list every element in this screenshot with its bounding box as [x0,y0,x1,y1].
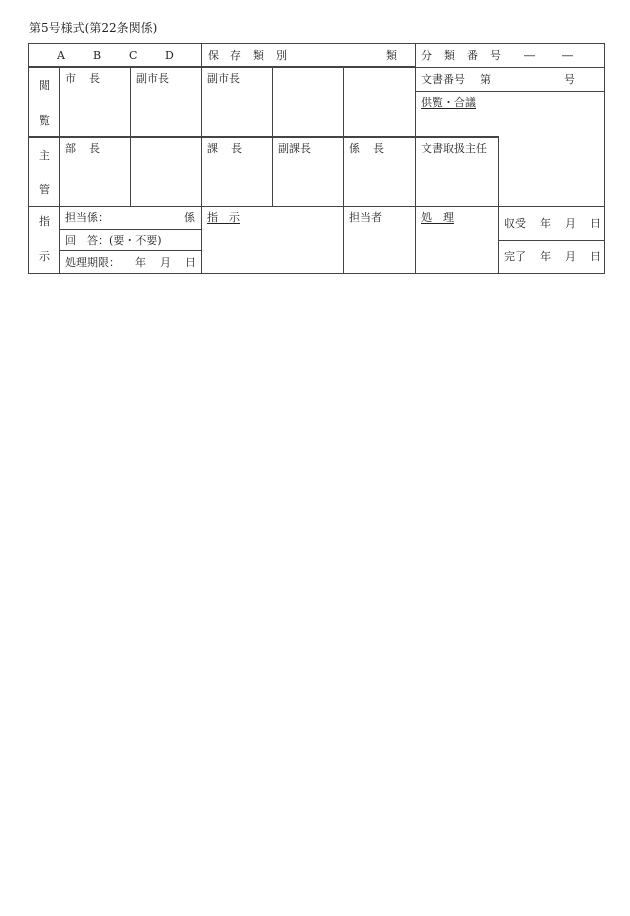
storage-label-1: 保 [208,49,219,62]
completed-day: 日 [590,250,601,263]
rule-instr-2 [59,250,201,251]
vline-e [415,43,416,274]
completed-month: 月 [565,250,576,263]
rule-header [28,66,415,68]
deputy-mayor-2: 副市長 [207,72,240,85]
class-dash-1: ― [524,49,535,62]
doc-number-label: 文書番号 [421,73,465,86]
deputy-mayor-1: 副市長 [136,72,169,85]
vline-a [130,66,131,206]
person-in-charge-suffix: 係 [184,211,195,224]
vline-left-labels [59,66,60,274]
reply-label: 回 答：(要・不要) [65,234,162,247]
received-label: 収受 [504,217,526,230]
completed-year: 年 [540,250,551,263]
instruction-label-1: 指 [39,215,50,228]
rule-view-bottom [28,136,498,138]
deadline-day: 日 [185,256,196,269]
mayor-label-1: 市 [65,72,76,85]
section-chief-2: 長 [231,142,242,155]
rule-instr-1 [59,229,201,230]
vline-b [201,43,202,274]
responsible-label-1: 主 [39,149,50,162]
director-label-2: 長 [89,142,100,155]
viewing-label-1: 閲 [39,79,50,92]
received-year: 年 [540,217,551,230]
class-label-3: 番 [467,49,478,62]
class-label-2: 類 [444,49,455,62]
received-month: 月 [565,217,576,230]
storage-label-4: 別 [276,49,287,62]
storage-suffix: 類 [386,49,397,62]
section-chief-1: 課 [207,142,218,155]
rule-received [498,240,605,241]
instruction-label-2: 示 [39,250,50,263]
received-day: 日 [590,217,601,230]
mayor-label-2: 長 [89,72,100,85]
completed-label: 完了 [504,250,526,263]
viewing-label-2: 覧 [39,114,50,127]
circulation-label: 供覧・合議 [421,96,476,109]
rule-main-bottom [28,206,605,207]
deputy-section-chief: 副課長 [278,142,311,155]
grade-a: A [57,49,65,62]
deadline-month: 月 [160,256,171,269]
storage-label-3: 類 [253,49,264,62]
doc-number-suffix: 号 [564,73,575,86]
grade-d: D [165,49,174,62]
unit-chief-1: 係 [349,142,360,155]
grade-b: B [93,49,102,62]
form-title: 第5号様式(第22条関係) [29,21,158,35]
person-in-charge-label: 担当係： [65,211,109,224]
doc-officer-label: 文書取扱主任 [421,142,487,155]
doc-number-prefix: 第 [480,73,491,86]
processing-label: 処 理 [421,211,454,224]
deadline-year: 年 [135,256,146,269]
class-dash-2: ― [562,49,573,62]
class-label-4: 号 [490,49,501,62]
grade-c: C [129,49,138,62]
staff-label: 担当者 [349,211,382,224]
responsible-label-2: 管 [39,183,50,196]
vline-d [343,66,344,274]
vline-f [498,136,499,274]
class-label-1: 分 [421,49,432,62]
vline-c [272,66,273,206]
deadline-label: 処理期限： [65,256,120,269]
instruction-text-label: 指 示 [207,211,240,224]
storage-label-2: 存 [230,49,241,62]
rule-header-right [415,67,605,68]
director-label-1: 部 [65,142,76,155]
unit-chief-2: 長 [373,142,384,155]
rule-docnum [415,91,605,92]
